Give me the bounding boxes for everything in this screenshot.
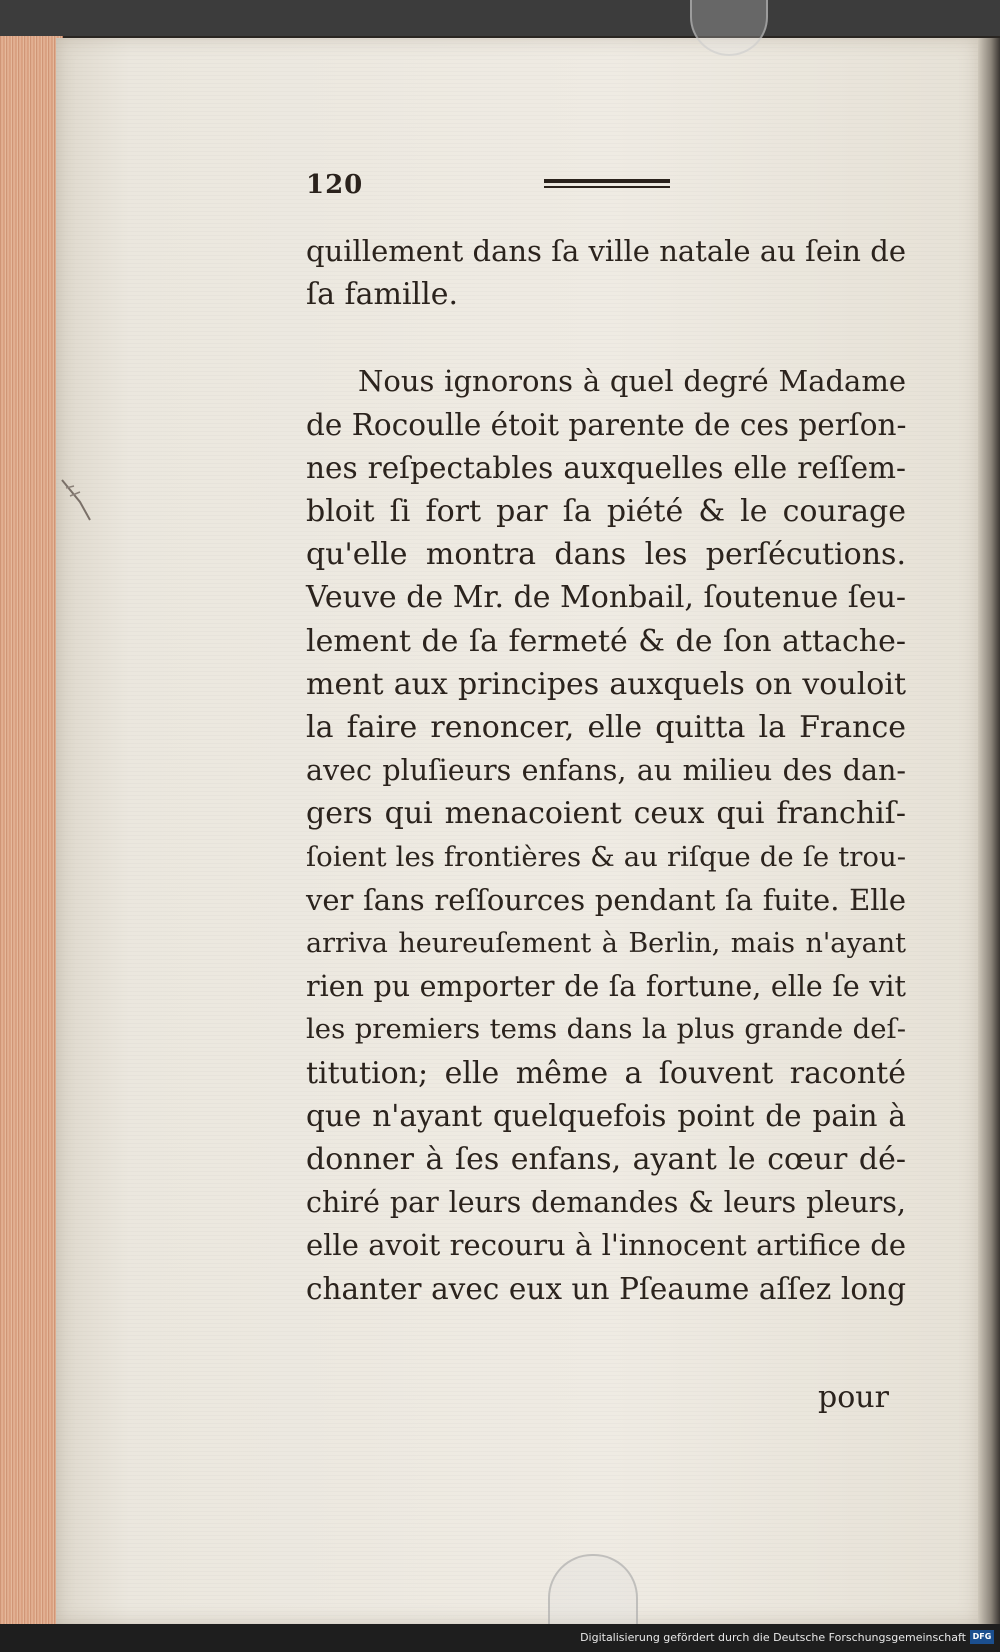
- text-line: elle avoit recouru à l'innocent artifice de: [306, 1228, 906, 1263]
- text-line: bloit ſi fort par ſa piété & le courage: [306, 494, 906, 530]
- text-line: ment aux principes auxquels on vouloit: [306, 666, 906, 702]
- text-line: Nous ignorons à quel degré Madame: [358, 364, 906, 399]
- text-line: Veuve de Mr. de Monbail, ſoutenue ſeu-: [306, 580, 907, 616]
- text-line: de Rocoulle étoit parente de ces perſon-: [306, 407, 907, 442]
- text-line: nes reſpectables auxquelles elle reſſem-: [306, 450, 906, 485]
- text-line: quillement dans ſa ville natale au ſein de: [306, 234, 906, 268]
- book-gutter-edge: [978, 38, 1000, 1624]
- text-line: titution; elle même a ſouvent raconté: [306, 1055, 906, 1091]
- text-line: donner à ſes enfans, ayant le cœur dé-: [306, 1142, 906, 1178]
- paragraph-gap: [306, 316, 906, 360]
- page-number: 120: [306, 170, 364, 200]
- body-text: [306, 230, 906, 1311]
- ink-mark: [60, 478, 94, 522]
- text-line: chanter avec eux un Pſeaume aſſez long: [306, 1271, 906, 1306]
- text-line: ver ſans reſſources pendant ſa fuite. Elle: [306, 882, 906, 917]
- text-line: avec pluſieurs enfans, au milieu des dan-: [306, 754, 906, 788]
- paragraph-1: [306, 230, 906, 316]
- scan-top-border: [0, 0, 1000, 36]
- header-rule: [544, 179, 670, 188]
- text-line: qu'elle montra dans les perſécutions.: [306, 537, 906, 573]
- text-line: rien pu emporter de ſa fortune, elle ſe vit: [306, 970, 906, 1004]
- paragraph-2: [306, 360, 906, 1310]
- text-line: les premiers tems dans la plus grande deſ-: [306, 1013, 906, 1046]
- book-page-edges: [0, 36, 63, 1626]
- digitization-credit: Digitalisierung gefördert durch die Deutsche Forschungsgemeinschaft: [580, 1631, 966, 1644]
- text-line: arriva heureuſement à Berlin, mais n'ayant: [306, 928, 906, 960]
- text-line: chiré par leurs demandes & leurs pleurs,: [306, 1186, 906, 1220]
- catchword: pour: [818, 1380, 889, 1415]
- text-line: que n'ayant quelquefois point de pain à: [306, 1098, 906, 1133]
- text-line: gers qui menacoient ceux qui franchiſ-: [306, 796, 906, 832]
- text-line: la faire renoncer, elle quitta la France: [306, 710, 906, 746]
- text-line: ſoient les frontières & au riſque de ſe trou-: [306, 840, 906, 873]
- dfg-logo-icon: DFG: [970, 1630, 994, 1644]
- text-line: lement de ſa fermeté & de ſon attache-: [306, 623, 906, 659]
- text-line: ſa famille.: [306, 277, 459, 313]
